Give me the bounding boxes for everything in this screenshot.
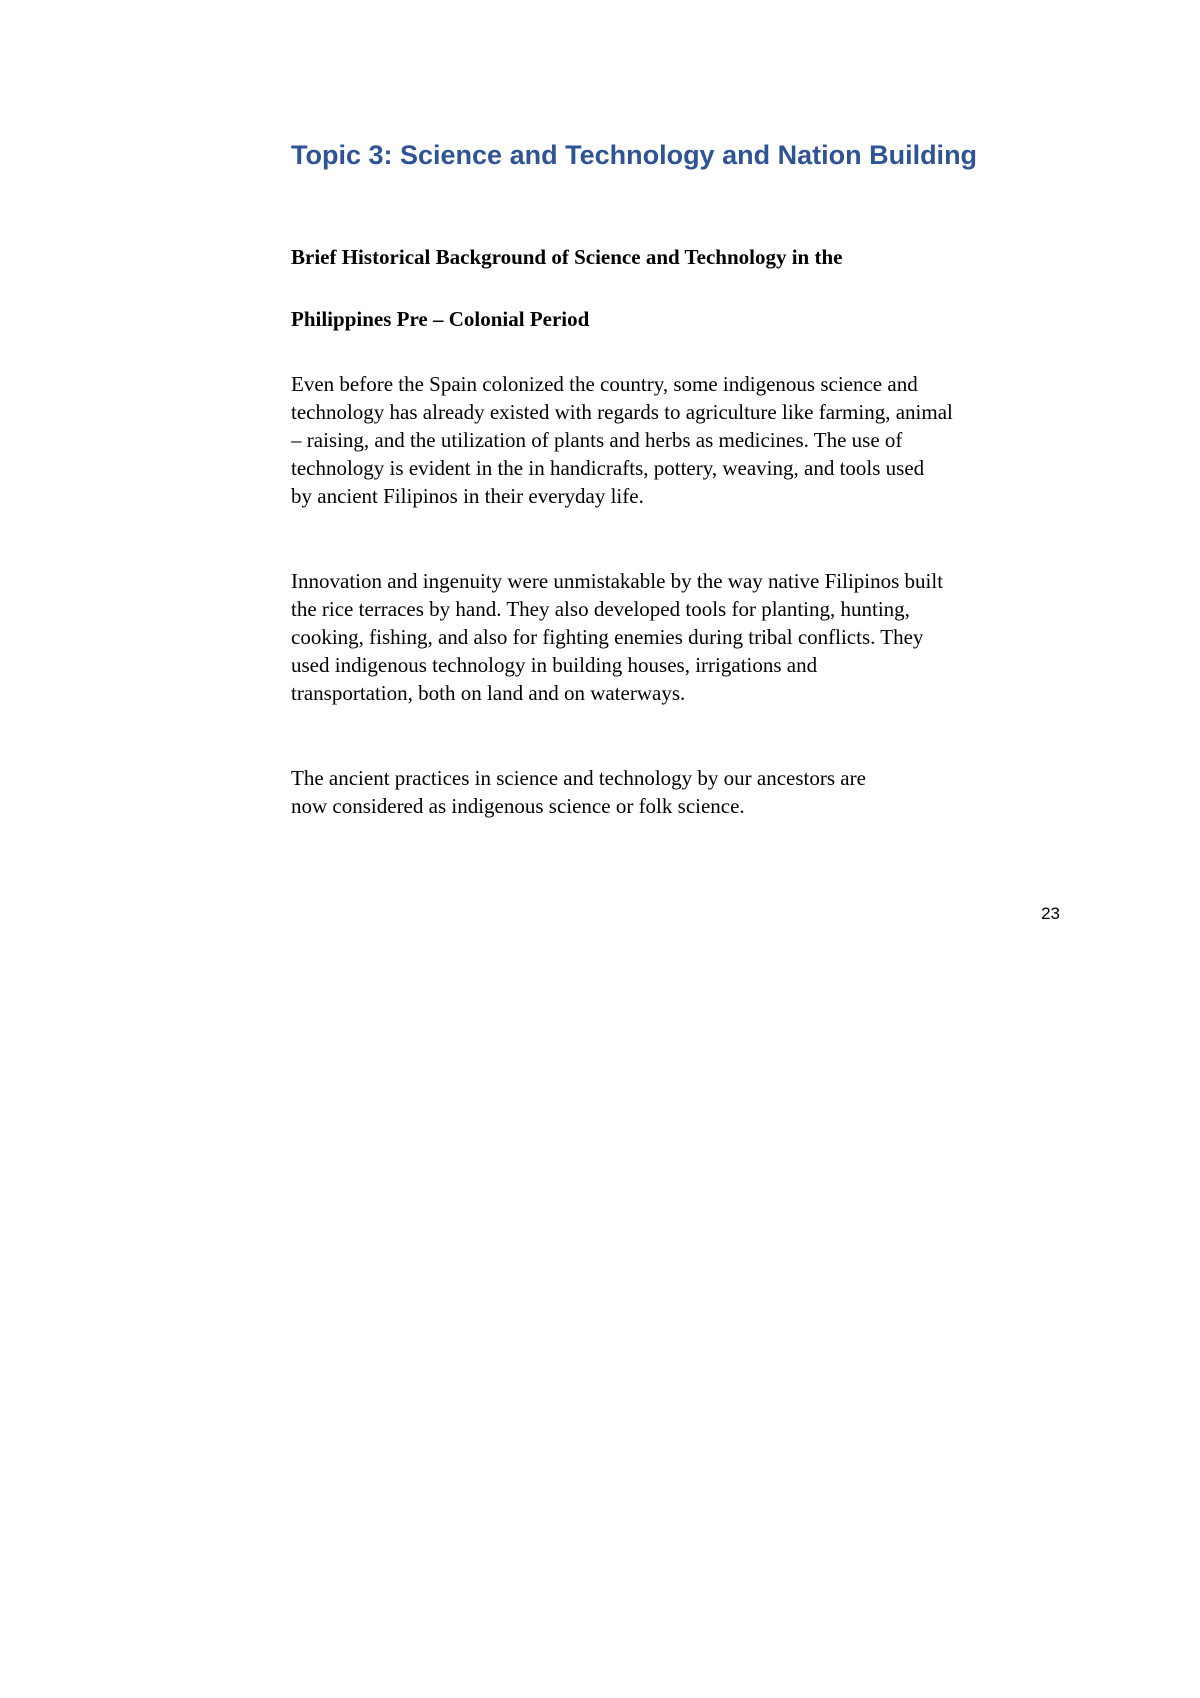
paragraph-line: the rice terraces by hand. They also developed tools for planting, hunting, [291, 597, 910, 621]
paragraph-line: Innovation and ingenuity were unmistakable by the way native Filipinos built [291, 569, 944, 593]
paragraph-line: used indigenous technology in building houses, irrigations and [291, 653, 818, 677]
paragraph-line: by ancient Filipinos in their everyday life. [291, 484, 644, 508]
paragraph-line: transportation, both on land and on waterways. [291, 681, 686, 705]
paragraph-line: – raising, and the utilization of plants and herbs as medicines. The use of [291, 428, 903, 452]
page-number: 23 [1041, 904, 1060, 923]
paragraph-line: The ancient practices in science and technology by our ancestors are [291, 766, 866, 790]
paragraph-innovation-ingenuity [291, 567, 1061, 707]
section-heading-line-2: Philippines Pre – Colonial Period [291, 307, 590, 331]
page-title: Topic 3: Science and Technology and Nation Building [291, 140, 978, 170]
paragraph-line: cooking, fishing, and also for fighting enemies during tribal conflicts. They [291, 625, 924, 649]
paragraph-line: technology has already existed with regards to agriculture like farming, animal [291, 400, 953, 424]
paragraph-folk-science [291, 764, 1061, 820]
paragraph-line: Even before the Spain colonized the country, some indigenous science and [291, 372, 918, 396]
section-heading-line-1: Brief Historical Background of Science and Technology in the [291, 245, 843, 269]
paragraph-pre-colonial-technology [291, 370, 1061, 510]
paragraph-line: technology is evident in the in handicrafts, pottery, weaving, and tools used [291, 456, 925, 480]
paragraph-line: now considered as indigenous science or folk science. [291, 794, 745, 818]
